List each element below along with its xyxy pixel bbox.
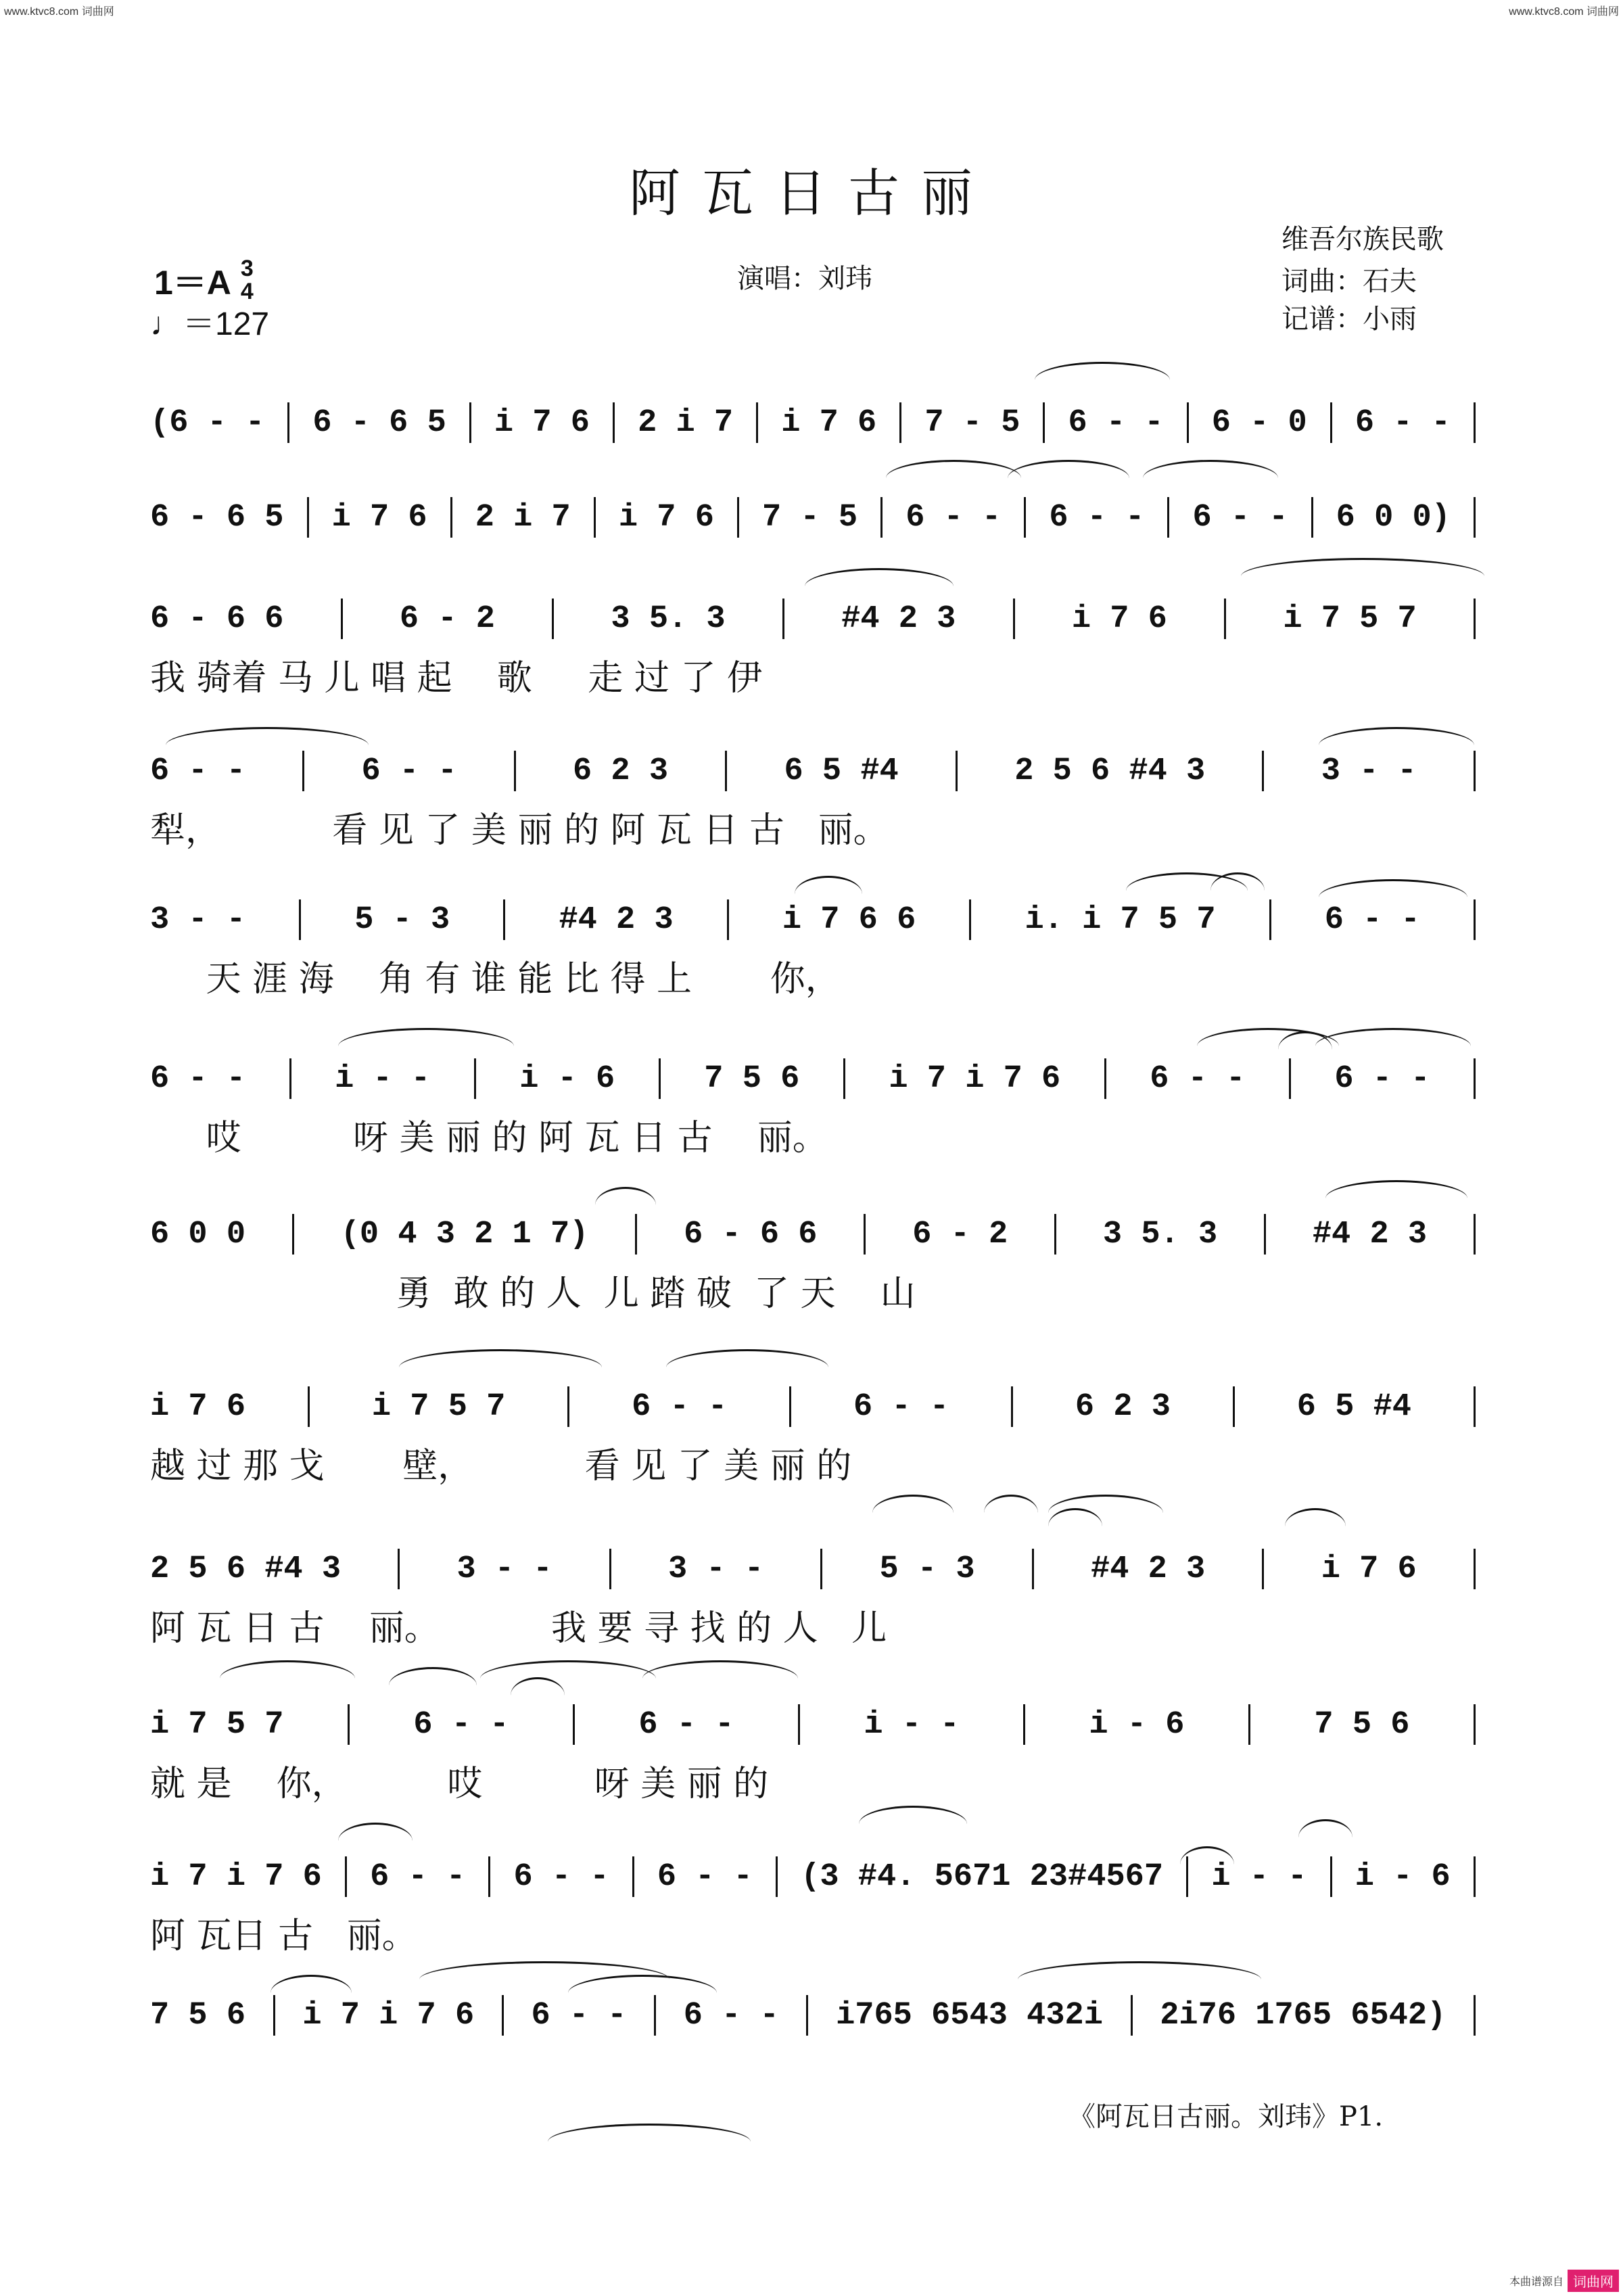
barline: [348, 1704, 350, 1745]
barline: [503, 899, 505, 940]
measure: 6 - -: [1334, 1060, 1430, 1097]
footer-brand: [1509, 2270, 1619, 2292]
measure: 6 - -: [1150, 1060, 1246, 1097]
barline: [1013, 599, 1015, 639]
measure: i - 6: [519, 1060, 615, 1097]
barline: [1269, 899, 1271, 940]
tempo-marking: [150, 298, 269, 344]
measure: 7 5 6: [1314, 1706, 1410, 1743]
lyric-line: 犁， 看 见 了 美 丽 的 阿 瓦 日 古 丽。: [150, 810, 889, 851]
measure: 6 0 0): [1336, 499, 1451, 536]
barline: [273, 1995, 275, 2036]
barline: [573, 1704, 575, 1745]
measure: 6 - 6 6: [684, 1216, 818, 1252]
barline: [287, 402, 289, 443]
barline: [1248, 1704, 1250, 1745]
lyric-line: 天 涯 海 角 有 谁 能 比 得 上 你，: [150, 959, 841, 1000]
measure: i. i 7 5 7: [1025, 901, 1216, 938]
measure: 5 - 3: [354, 901, 450, 938]
lyric-line: 哎 呀 美 丽 的 阿 瓦 日 古 丽。: [150, 1118, 828, 1158]
barline: [308, 1386, 310, 1427]
tempo-value: ＝127: [183, 306, 270, 342]
measure: 6 - 0: [1211, 404, 1307, 441]
measure: 3 - -: [668, 1551, 764, 1587]
measure: 6 - -: [905, 499, 1002, 536]
lyric-line: 阿 瓦 日 古 丽。 我 要 寻 找 的 人 儿: [150, 1608, 887, 1649]
measure: i765 6543 432i: [836, 1997, 1103, 2034]
barline: [1043, 402, 1045, 443]
slur: [389, 1667, 477, 1685]
slur: [220, 1660, 355, 1679]
slur: [1180, 1846, 1234, 1865]
measure: i 7 i 7 6: [150, 1858, 322, 1895]
staff-row: [150, 399, 1476, 446]
measure: i 7 6: [150, 1388, 246, 1425]
lyric-line: 越 过 那 戈 壁， 看 见 了 美 丽 的: [150, 1446, 852, 1486]
slur: [1298, 1819, 1352, 1837]
barline: [488, 1856, 490, 1897]
slur: [338, 1823, 413, 1841]
footer-brand-text: 本曲谱源自: [1509, 2276, 1563, 2288]
measure: 2 i 7: [638, 404, 734, 441]
measure: 6 - -: [1068, 404, 1164, 441]
barline: [474, 1058, 476, 1099]
measure: #4 2 3: [1312, 1216, 1428, 1252]
lyric-line: 勇 敢 的 人 儿 踏 破 了 天 山: [150, 1273, 916, 1314]
slur: [1319, 879, 1467, 897]
measure: #4 2 3: [559, 901, 674, 938]
measure: i - 6: [1089, 1706, 1185, 1743]
barline: [1474, 1386, 1476, 1427]
transcriber-credit: 记谱：小雨: [1281, 304, 1417, 335]
barline: [1311, 497, 1313, 538]
barline: [292, 1214, 294, 1255]
measure: 6 - -: [1324, 901, 1420, 938]
slur: [872, 1495, 954, 1513]
barline: [843, 1058, 845, 1099]
key-label: 1＝A: [154, 264, 231, 302]
barline: [1474, 751, 1476, 791]
barline: [1262, 1549, 1264, 1589]
measure: 2 5 6 #4 3: [1014, 753, 1206, 789]
quarter-note-icon: ♩: [150, 306, 183, 342]
slur: [1018, 1961, 1261, 1979]
slur: [805, 568, 954, 586]
barline: [1289, 1058, 1291, 1099]
measure: i 7 6: [1071, 601, 1167, 637]
measure: 6 - 2: [399, 601, 495, 637]
barline: [798, 1704, 800, 1745]
slur: [984, 1495, 1038, 1513]
measure: 3 5. 3: [1102, 1216, 1218, 1252]
measure: i - -: [335, 1060, 431, 1097]
barline: [1011, 1386, 1013, 1427]
measure: 6 - 2: [912, 1216, 1008, 1252]
barline: [635, 1214, 637, 1255]
staff-row: [150, 1701, 1476, 1748]
measure: 6 - -: [683, 1997, 779, 2034]
measure: 5 - 3: [879, 1551, 975, 1587]
time-signature: [241, 257, 254, 303]
measure: i 7 6: [331, 499, 427, 536]
barline: [1474, 899, 1476, 940]
slur: [886, 460, 1021, 478]
barline: [1330, 1856, 1332, 1897]
barline: [502, 1995, 504, 2036]
measure: (3 #4. 5671 23#4567: [801, 1858, 1164, 1895]
measure: 6 - -: [1355, 404, 1451, 441]
time-sig-bottom: 4: [240, 279, 254, 304]
site-header-right: www.ktvc8.com 词曲网: [1509, 6, 1619, 18]
barline: [969, 899, 971, 940]
measure: 2i76 1765 6542): [1160, 1997, 1446, 2034]
measure: 6 - -: [853, 1388, 949, 1425]
barline: [725, 751, 727, 791]
measure: i 7 5 7: [150, 1706, 284, 1743]
barline: [1474, 1856, 1476, 1897]
slur: [1143, 460, 1278, 478]
brand-badge: 词曲网: [1568, 2270, 1619, 2292]
barline: [880, 497, 883, 538]
barline: [1233, 1386, 1235, 1427]
measure: i 7 i 7 6: [302, 1997, 475, 2034]
page-label: 《阿瓦日古丽。刘玮》P1.: [1068, 2101, 1384, 2132]
measure: i 7 i 7 6: [889, 1060, 1061, 1097]
measure: 3 - -: [1321, 753, 1417, 789]
measure: 6 - -: [632, 1388, 728, 1425]
lyric-line: 就 是 你， 哎 呀 美 丽 的: [150, 1764, 769, 1804]
staff-row: [150, 1211, 1476, 1258]
barline: [613, 402, 615, 443]
measure: 6 - -: [150, 753, 246, 789]
barline: [899, 402, 901, 443]
barline: [469, 402, 471, 443]
measure: i 7 6: [494, 404, 590, 441]
barline: [1474, 402, 1476, 443]
barline: [1054, 1214, 1056, 1255]
barline: [1330, 402, 1332, 443]
barline: [659, 1058, 661, 1099]
measure: 7 5 6: [704, 1060, 800, 1097]
measure: #4 2 3: [1091, 1551, 1206, 1587]
barline: [289, 1058, 291, 1099]
barline: [1032, 1549, 1034, 1589]
barline: [1474, 599, 1476, 639]
measure: 6 - -: [1192, 499, 1288, 536]
barline: [552, 599, 554, 639]
measure: 7 - 5: [762, 499, 858, 536]
measure: 6 5 #4: [1296, 1388, 1412, 1425]
barline: [1131, 1995, 1133, 2036]
barline: [341, 599, 343, 639]
measure: i 7 6: [781, 404, 877, 441]
slur: [595, 1187, 656, 1205]
slur: [1325, 1180, 1467, 1198]
barline: [756, 402, 758, 443]
barline: [307, 497, 309, 538]
measure: 6 2 3: [573, 753, 669, 789]
barline: [632, 1856, 634, 1897]
barline: [789, 1386, 791, 1427]
measure: i 7 5 7: [371, 1388, 506, 1425]
measure: 6 - -: [513, 1858, 609, 1895]
measure: 2 5 6 #4 3: [150, 1551, 342, 1587]
measure: 6 - -: [657, 1858, 753, 1895]
barline: [1474, 1995, 1476, 2036]
composer-credit: 词曲：石夫: [1281, 266, 1417, 297]
measure: 6 - -: [361, 753, 457, 789]
slur: [666, 1349, 828, 1367]
slur: [548, 2124, 751, 2142]
staff-row: [150, 1055, 1476, 1102]
measure: 6 - -: [1049, 499, 1145, 536]
measure: 7 - 5: [924, 404, 1020, 441]
barline: [609, 1549, 611, 1589]
measure: 6 - -: [370, 1858, 466, 1895]
barline: [654, 1995, 656, 2036]
barline: [1104, 1058, 1106, 1099]
measure: 6 - 6 5: [312, 404, 446, 441]
slur: [1319, 727, 1474, 745]
slur: [338, 1028, 514, 1046]
measure: i 7 6 6: [782, 901, 916, 938]
barline: [806, 1995, 808, 2036]
song-origin: 维吾尔族民歌: [1281, 224, 1444, 255]
measure: 7 5 6: [150, 1997, 246, 2034]
measure: i - -: [864, 1706, 960, 1743]
staff-row: [150, 595, 1476, 642]
staff-row: [150, 494, 1476, 541]
barline: [1024, 497, 1026, 538]
slur: [480, 1660, 656, 1679]
measure: i - -: [1211, 1858, 1307, 1895]
score-title: 阿瓦日古丽: [629, 163, 994, 223]
slur: [1315, 1028, 1471, 1046]
measure: 6 - -: [638, 1706, 734, 1743]
time-sig-top: 3: [240, 256, 254, 281]
measure: 6 - -: [413, 1706, 509, 1743]
barline: [1474, 1058, 1476, 1099]
barline: [594, 497, 596, 538]
measure: 6 - -: [150, 1060, 246, 1097]
barline: [864, 1214, 866, 1255]
measure: 3 - -: [150, 901, 246, 938]
staff-row: [150, 747, 1476, 795]
barline: [820, 1549, 822, 1589]
barline: [956, 751, 958, 791]
barline: [398, 1549, 400, 1589]
slur: [511, 1677, 565, 1695]
barline: [302, 751, 304, 791]
measure: 6 0 0: [150, 1216, 246, 1252]
measure: 3 5. 3: [611, 601, 726, 637]
measure: i 7 6: [1321, 1551, 1417, 1587]
barline: [1264, 1214, 1266, 1255]
measure: 2 i 7: [475, 499, 571, 536]
barline: [737, 497, 739, 538]
measure: 6 2 3: [1075, 1388, 1171, 1425]
barline: [514, 751, 516, 791]
slur: [1285, 1508, 1346, 1526]
measure: 6 - -: [531, 1997, 627, 2034]
barline: [1167, 497, 1169, 538]
barline: [1224, 599, 1226, 639]
site-header-left: www.ktvc8.com 词曲网: [4, 6, 114, 18]
measure: i 7 6: [618, 499, 714, 536]
barline: [727, 899, 729, 940]
measure: 6 - 6 6: [150, 601, 284, 637]
staff-row: [150, 1853, 1476, 1900]
measure: i - 6: [1355, 1858, 1451, 1895]
slur: [859, 1806, 967, 1824]
measure: 6 5 #4: [784, 753, 899, 789]
barline: [1474, 1704, 1476, 1745]
staff-row: [150, 1383, 1476, 1430]
measure: 3 - -: [456, 1551, 552, 1587]
barline: [782, 599, 784, 639]
barline: [1187, 402, 1189, 443]
measure: 6 - 6 5: [150, 499, 284, 536]
slur: [270, 1975, 352, 1993]
staff-row: [150, 1545, 1476, 1593]
staff-row: [150, 896, 1476, 943]
lyric-line: 我 骑着 马 儿 唱 起 歌 走 过 了 伊: [150, 658, 762, 699]
slur: [166, 727, 369, 745]
barline: [776, 1856, 778, 1897]
barline: [567, 1386, 569, 1427]
slur: [1008, 460, 1129, 478]
barline: [1474, 1214, 1476, 1255]
staff-row: [150, 1992, 1476, 2039]
slur: [642, 1660, 798, 1679]
barline: [1023, 1704, 1025, 1745]
barline: [299, 899, 301, 940]
lyric-line: 阿 瓦日 古 丽。: [150, 1916, 417, 1957]
barline: [1262, 751, 1264, 791]
barline: [1474, 497, 1476, 538]
measure: #4 2 3: [841, 601, 956, 637]
barline: [345, 1856, 347, 1897]
barline: [1474, 1549, 1476, 1589]
slur: [399, 1349, 602, 1367]
slur: [1241, 558, 1484, 576]
measure: i 7 5 7: [1283, 601, 1417, 637]
slur: [795, 876, 862, 894]
barline: [450, 497, 452, 538]
measure: (6 - -: [150, 404, 265, 441]
slur: [1035, 362, 1170, 380]
measure: (0 4 3 2 1 7): [340, 1216, 589, 1252]
singer-credit: 演唱：刘玮: [737, 263, 872, 294]
